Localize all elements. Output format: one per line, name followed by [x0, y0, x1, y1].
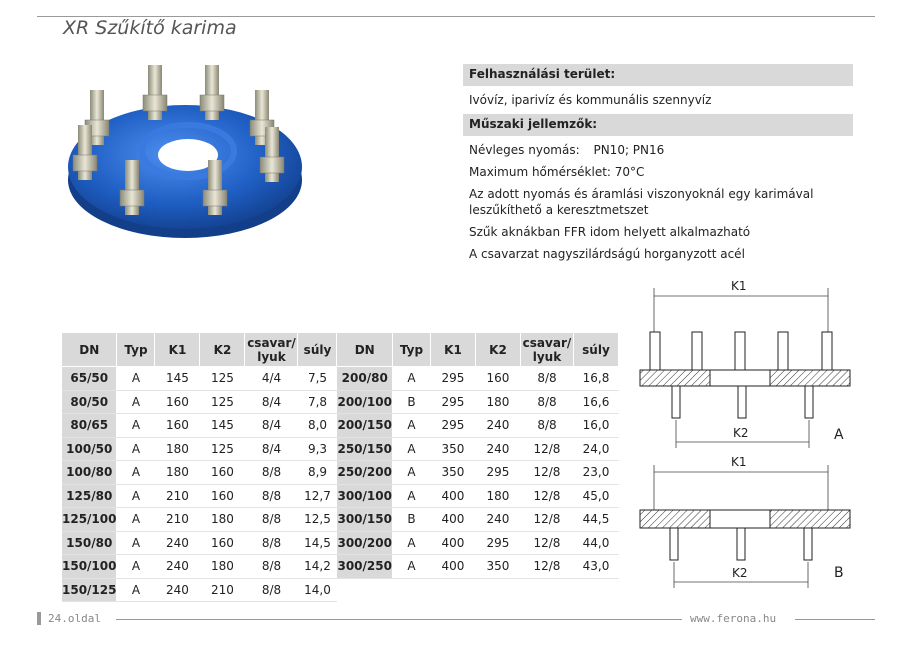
table-body: [62, 367, 618, 602]
table-cell: B: [392, 390, 430, 414]
table-cell: A: [117, 461, 155, 485]
table-cell: 16,8: [573, 367, 618, 391]
table-cell: 12/8: [520, 531, 573, 555]
table-cell: 295: [430, 367, 475, 391]
pressure-label: Névleges nyomás:: [469, 143, 580, 157]
temperature-line: Maximum hőmérséklet: 70°C: [469, 165, 645, 179]
table-row: [62, 461, 618, 485]
table-row: [62, 390, 618, 414]
specs-header: Műszaki jellemzők:: [463, 114, 853, 136]
table-cell: 23,0: [573, 461, 618, 485]
table-cell: 16,6: [573, 390, 618, 414]
table-cell: A: [392, 437, 430, 461]
table-cell: 43,0: [573, 555, 618, 579]
table-cell: 44,5: [573, 508, 618, 532]
cell-dn: 150/80: [62, 531, 117, 555]
dimension-table: [62, 333, 619, 602]
empty-cell: [520, 578, 573, 602]
table-cell: 180: [200, 508, 245, 532]
table-cell: 8/4: [245, 390, 298, 414]
table-cell: 400: [430, 531, 475, 555]
col-bolt-2: csavar/ lyuk: [520, 333, 573, 367]
table-cell: 14,0: [298, 578, 337, 602]
table-cell: 8/8: [245, 531, 298, 555]
col-weight: súly: [298, 333, 337, 367]
cell-dn: 125/80: [62, 484, 117, 508]
cell-dn: 80/50: [62, 390, 117, 414]
cell-dn: 200/150: [337, 414, 392, 438]
table-cell: 400: [430, 508, 475, 532]
table-cell: 7,8: [298, 390, 337, 414]
variant-b-label: B: [834, 565, 844, 581]
table-cell: 45,0: [573, 484, 618, 508]
cell-dn: 100/80: [62, 461, 117, 485]
table-cell: 8/8: [520, 390, 573, 414]
table-cell: 350: [430, 461, 475, 485]
table-cell: 180: [155, 437, 200, 461]
table-cell: 350: [430, 437, 475, 461]
col-k2: K2: [200, 333, 245, 367]
table-cell: 125: [200, 437, 245, 461]
table-cell: 145: [200, 414, 245, 438]
usage-header: Felhasználási terület:: [463, 64, 853, 86]
table-cell: 12/8: [520, 484, 573, 508]
col-typ: Typ: [117, 333, 155, 367]
flange-product-image: [60, 55, 310, 245]
table-cell: 8/8: [245, 484, 298, 508]
cell-dn: 300/100: [337, 484, 392, 508]
table-cell: 145: [155, 367, 200, 391]
cell-dn: 150/100: [62, 555, 117, 579]
table-cell: 44,0: [573, 531, 618, 555]
table-cell: 14,5: [298, 531, 337, 555]
table-cell: 8/8: [245, 461, 298, 485]
pressure-value: PN10; PN16: [593, 143, 665, 157]
table-cell: 12,5: [298, 508, 337, 532]
table-cell: A: [392, 484, 430, 508]
table-cell: 12,7: [298, 484, 337, 508]
col-typ-2: Typ: [392, 333, 430, 367]
cell-dn: 65/50: [62, 367, 117, 391]
cell-dn: 125/100: [62, 508, 117, 532]
page-number: 24.oldal: [48, 612, 101, 625]
empty-cell: [573, 578, 618, 602]
k2-label-b: K2: [732, 566, 748, 580]
spec-line-1: [463, 186, 853, 218]
table-cell: 240: [475, 437, 520, 461]
table-cell: 350: [475, 555, 520, 579]
table-cell: 295: [475, 461, 520, 485]
cell-dn: 80/65: [62, 414, 117, 438]
table-row: [62, 578, 618, 602]
col-bolt: csavar/ lyuk: [245, 333, 298, 367]
col-k1: K1: [155, 333, 200, 367]
table-cell: 210: [200, 578, 245, 602]
table-cell: A: [392, 414, 430, 438]
table-cell: 16,0: [573, 414, 618, 438]
table-cell: 8/8: [520, 414, 573, 438]
table-row: [62, 531, 618, 555]
table-cell: A: [392, 555, 430, 579]
table-cell: 240: [155, 555, 200, 579]
table-cell: 125: [200, 390, 245, 414]
col-k1-2: K1: [430, 333, 475, 367]
cell-dn: 200/100: [337, 390, 392, 414]
usage-text: Ivóvíz, iparivíz és kommunális szennyvíz: [469, 93, 712, 107]
k1-label-b: K1: [731, 455, 747, 469]
page-marker: [37, 612, 41, 625]
col-weight-2: súly: [573, 333, 618, 367]
table-row: [62, 484, 618, 508]
flange-a: [640, 332, 850, 418]
table-cell: A: [117, 390, 155, 414]
table-cell: A: [392, 531, 430, 555]
table-cell: 400: [430, 555, 475, 579]
table-cell: A: [117, 484, 155, 508]
table-cell: A: [392, 367, 430, 391]
cell-dn: 300/250: [337, 555, 392, 579]
table-cell: 8,9: [298, 461, 337, 485]
technical-drawing: [630, 270, 860, 590]
cell-dn: 250/200: [337, 461, 392, 485]
table-cell: 160: [155, 414, 200, 438]
spec-line-3: A csavarzat nagyszilárdságú horganyzott acél: [469, 247, 745, 261]
col-k2-2: K2: [475, 333, 520, 367]
empty-cell: [392, 578, 430, 602]
table-cell: 12/8: [520, 437, 573, 461]
table-cell: 160: [155, 390, 200, 414]
table-row: [62, 508, 618, 532]
table-cell: 210: [155, 508, 200, 532]
table-cell: 12/8: [520, 555, 573, 579]
table-row: [62, 555, 618, 579]
table-cell: 240: [475, 508, 520, 532]
spec-line-2: Szűk aknákban FFR idom helyett alkalmazható: [469, 225, 751, 239]
table-cell: 12/8: [520, 508, 573, 532]
table-cell: 400: [430, 484, 475, 508]
k1-label-a: K1: [731, 279, 747, 293]
table-cell: 160: [200, 461, 245, 485]
table-cell: 240: [155, 531, 200, 555]
table-cell: B: [392, 508, 430, 532]
cell-dn: 150/125: [62, 578, 117, 602]
info-panel: [463, 64, 853, 262]
variant-a-label: A: [834, 427, 844, 443]
k2-label-a: K2: [733, 426, 749, 440]
table-row: [62, 367, 618, 391]
empty-cell: [475, 578, 520, 602]
table-cell: 180: [475, 390, 520, 414]
table-cell: 240: [155, 578, 200, 602]
table-cell: 160: [200, 484, 245, 508]
table-cell: A: [117, 555, 155, 579]
table-cell: 180: [475, 484, 520, 508]
cell-dn: 250/150: [337, 437, 392, 461]
table-cell: A: [117, 508, 155, 532]
table-cell: 12/8: [520, 461, 573, 485]
spec-line-1b: leszűkíthető a keresztmetszet: [469, 203, 649, 217]
table-cell: A: [117, 531, 155, 555]
cell-dn: 200/80: [337, 367, 392, 391]
table-cell: 240: [475, 414, 520, 438]
spec-line-1a: Az adott nyomás és áramlási viszonyoknál egy karimával: [469, 187, 814, 201]
footer-rule-left: [116, 619, 682, 620]
website-link[interactable]: www.ferona.hu: [690, 612, 777, 625]
table-cell: 160: [200, 531, 245, 555]
col-dn-2: DN: [337, 333, 392, 367]
table-cell: 8/8: [245, 508, 298, 532]
cell-dn: 300/200: [337, 531, 392, 555]
table-cell: 4/4: [245, 367, 298, 391]
table-cell: 14,2: [298, 555, 337, 579]
empty-cell: [430, 578, 475, 602]
table-cell: 9,3: [298, 437, 337, 461]
table-cell: 8,0: [298, 414, 337, 438]
table-cell: 180: [155, 461, 200, 485]
cell-dn: 300/150: [337, 508, 392, 532]
col-dn: DN: [62, 333, 117, 367]
table-row: [62, 414, 618, 438]
cell-dn: 100/50: [62, 437, 117, 461]
table-cell: 8/4: [245, 437, 298, 461]
table-cell: 295: [430, 414, 475, 438]
table-cell: 8/8: [520, 367, 573, 391]
table-row: [62, 437, 618, 461]
table-cell: 295: [475, 531, 520, 555]
table-cell: A: [117, 578, 155, 602]
table-cell: 125: [200, 367, 245, 391]
table-cell: 160: [475, 367, 520, 391]
pressure-line: [463, 142, 853, 158]
footer-rule-right: [795, 619, 875, 620]
table-cell: A: [117, 414, 155, 438]
table-cell: 8/8: [245, 578, 298, 602]
table-cell: 210: [155, 484, 200, 508]
flange-b: [640, 510, 850, 560]
table-cell: 295: [430, 390, 475, 414]
table-cell: A: [117, 437, 155, 461]
table-cell: 24,0: [573, 437, 618, 461]
table-cell: 8/8: [245, 555, 298, 579]
page-title: XR Szűkítő karima: [63, 17, 237, 39]
table-cell: A: [392, 461, 430, 485]
table-header-row: [62, 333, 618, 367]
table-cell: 8/4: [245, 414, 298, 438]
empty-cell: [337, 578, 392, 602]
table-cell: 7,5: [298, 367, 337, 391]
table-cell: 180: [200, 555, 245, 579]
table-cell: A: [117, 367, 155, 391]
